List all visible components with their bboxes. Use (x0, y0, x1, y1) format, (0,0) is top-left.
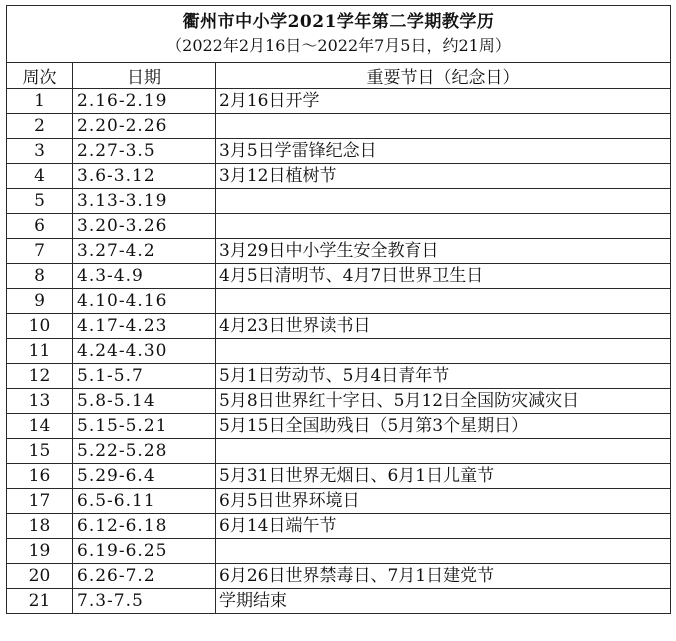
date-cell: 4.24-4.30 (73, 339, 216, 364)
week-cell: 11 (7, 339, 73, 364)
table-row (7, 539, 671, 564)
note-cell: 学期结束 (216, 589, 671, 614)
date-cell: 4.17-4.23 (73, 314, 216, 339)
date-cell: 3.27-4.2 (73, 239, 216, 264)
note-cell: 6月26日世界禁毒日、7月1日建党节 (216, 564, 671, 589)
date-cell: 7.3-7.5 (73, 589, 216, 614)
table-row (7, 314, 671, 339)
date-cell: 5.15-5.21 (73, 414, 216, 439)
date-cell: 5.8-5.14 (73, 389, 216, 414)
date-cell: 5.29-6.4 (73, 464, 216, 489)
header-date: 日期 (73, 63, 216, 89)
table-row (7, 164, 671, 189)
table-row (7, 189, 671, 214)
week-cell: 9 (7, 289, 73, 314)
week-cell: 7 (7, 239, 73, 264)
table-row (7, 564, 671, 589)
table-row (7, 239, 671, 264)
table-row (7, 214, 671, 239)
note-cell: 4月5日清明节、4月7日世界卫生日 (216, 264, 671, 289)
week-cell: 20 (7, 564, 73, 589)
title-cell (7, 6, 671, 63)
note-cell: 6月5日世界环境日 (216, 489, 671, 514)
note-cell: 3月29日中小学生安全教育日 (216, 239, 671, 264)
date-cell: 4.3-4.9 (73, 264, 216, 289)
calendar-title: 衢州市中小学2021学年第二学期教学历 (182, 12, 495, 32)
table-row (7, 589, 671, 614)
date-cell: 6.19-6.25 (73, 539, 216, 564)
date-cell: 6.26-7.2 (73, 564, 216, 589)
note-cell (216, 439, 671, 464)
note-cell (216, 214, 671, 239)
week-cell: 5 (7, 189, 73, 214)
header-week: 周次 (7, 63, 73, 89)
week-cell: 12 (7, 364, 73, 389)
table-row (7, 389, 671, 414)
note-cell: 2月16日开学 (216, 89, 671, 114)
week-cell: 16 (7, 464, 73, 489)
header-row (7, 63, 671, 89)
week-cell: 21 (7, 589, 73, 614)
table-row (7, 114, 671, 139)
week-cell: 4 (7, 164, 73, 189)
week-cell: 15 (7, 439, 73, 464)
header-note: 重要节日（纪念日） (216, 63, 671, 89)
note-cell: 3月5日学雷锋纪念日 (216, 139, 671, 164)
date-cell: 6.5-6.11 (73, 489, 216, 514)
week-cell: 1 (7, 89, 73, 114)
week-cell: 19 (7, 539, 73, 564)
table-row (7, 464, 671, 489)
table-row (7, 264, 671, 289)
note-cell (216, 189, 671, 214)
week-cell: 3 (7, 139, 73, 164)
table-row (7, 89, 671, 114)
table-row (7, 339, 671, 364)
date-cell: 2.16-2.19 (73, 89, 216, 114)
table-row (7, 414, 671, 439)
week-cell: 2 (7, 114, 73, 139)
date-cell: 3.20-3.26 (73, 214, 216, 239)
date-cell: 2.27-3.5 (73, 139, 216, 164)
week-cell: 6 (7, 214, 73, 239)
teaching-calendar-table (6, 5, 671, 614)
week-cell: 17 (7, 489, 73, 514)
table-row (7, 139, 671, 164)
note-cell (216, 114, 671, 139)
date-cell: 6.12-6.18 (73, 514, 216, 539)
note-cell: 4月23日世界读书日 (216, 314, 671, 339)
note-cell: 5月15日全国助残日（5月第3个星期日） (216, 414, 671, 439)
date-cell: 4.10-4.16 (73, 289, 216, 314)
note-cell: 5月1日劳动节、5月4日青年节 (216, 364, 671, 389)
calendar-subtitle: （2022年2月16日～2022年7月5日，约21周） (166, 36, 511, 55)
date-cell: 3.13-3.19 (73, 189, 216, 214)
week-cell: 8 (7, 264, 73, 289)
note-cell (216, 289, 671, 314)
week-cell: 14 (7, 414, 73, 439)
table-row (7, 439, 671, 464)
table-row (7, 489, 671, 514)
note-cell: 3月12日植树节 (216, 164, 671, 189)
date-cell: 3.6-3.12 (73, 164, 216, 189)
week-cell: 18 (7, 514, 73, 539)
note-cell: 5月8日世界红十字日、5月12日全国防灾减灾日 (216, 389, 671, 414)
week-cell: 10 (7, 314, 73, 339)
note-cell: 6月14日端午节 (216, 514, 671, 539)
table-row (7, 514, 671, 539)
date-cell: 5.22-5.28 (73, 439, 216, 464)
date-cell: 2.20-2.26 (73, 114, 216, 139)
date-cell: 5.1-5.7 (73, 364, 216, 389)
table-row (7, 364, 671, 389)
note-cell (216, 539, 671, 564)
week-cell: 13 (7, 389, 73, 414)
title-row (7, 6, 671, 63)
table-row (7, 289, 671, 314)
note-cell (216, 339, 671, 364)
note-cell: 5月31日世界无烟日、6月1日儿童节 (216, 464, 671, 489)
